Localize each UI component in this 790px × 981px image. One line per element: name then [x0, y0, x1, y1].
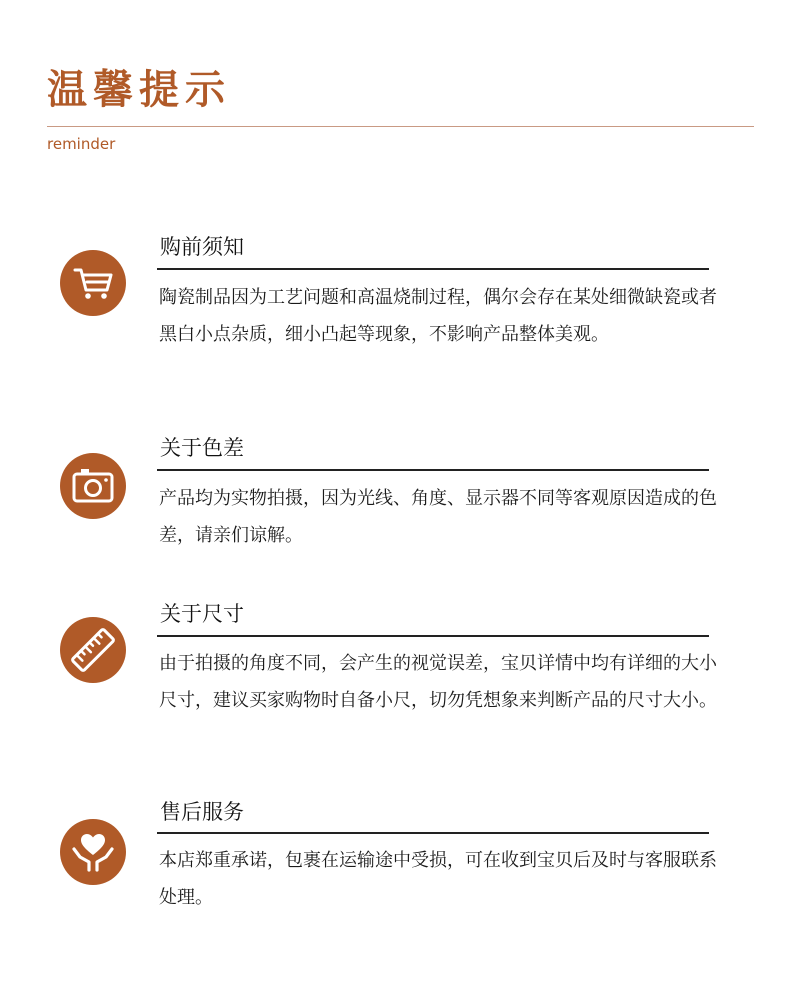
- section-heading: 售后服务: [160, 800, 244, 824]
- section-heading: 关于色差: [160, 436, 244, 460]
- page-title: 温馨提示: [47, 67, 231, 113]
- section-body: 陶瓷制品因为工艺问题和高温烧制过程，偶尔会存在某处细微缺瓷或者黑白小点杂质，细小凸起等现象，不影响产品整体美观。: [159, 287, 717, 345]
- section-heading: 关于尺寸: [160, 602, 244, 626]
- heart-hands-icon: [60, 819, 126, 885]
- section-divider: [157, 469, 709, 471]
- section-body: 由于拍摄的角度不同，会产生的视觉误差，宝贝详情中均有详细的大小尺寸，建议买家购物时自备小尺，切勿凭想象来判断产品的尺寸大小。: [159, 653, 717, 711]
- camera-icon: [60, 453, 126, 519]
- ruler-icon: [60, 617, 126, 683]
- section-divider: [157, 635, 709, 637]
- section-body: 本店郑重承诺，包裹在运输途中受损，可在收到宝贝后及时与客服联系处理。: [159, 850, 717, 908]
- page-subtitle: reminder: [47, 135, 116, 153]
- section-divider: [157, 268, 709, 270]
- section-divider: [157, 832, 709, 834]
- section-heading: 购前须知: [160, 235, 244, 259]
- title-divider: [47, 126, 754, 127]
- shopping-cart-icon: [60, 250, 126, 316]
- section-body: 产品均为实物拍摄，因为光线、角度、显示器不同等客观原因造成的色差，请亲们谅解。: [159, 488, 717, 546]
